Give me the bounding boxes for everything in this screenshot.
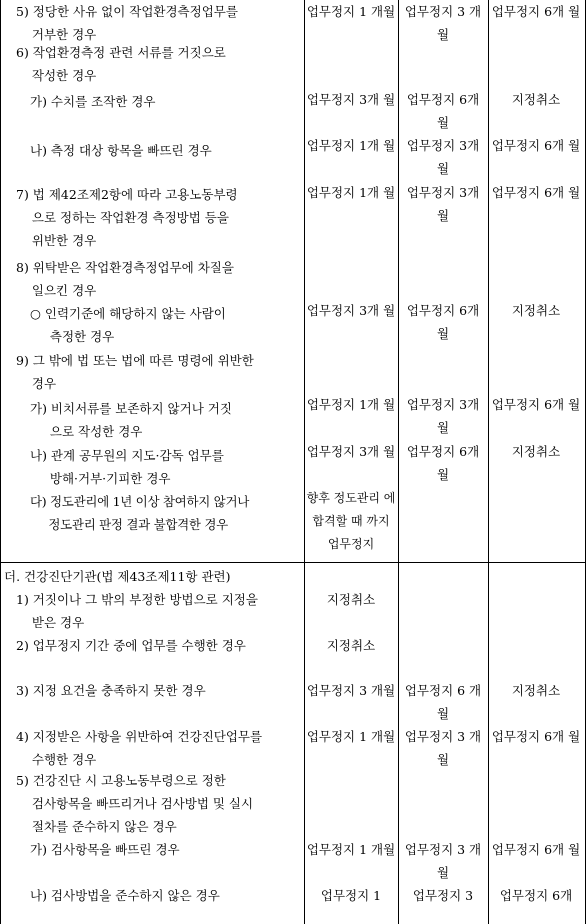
violation-9: 9) 그 밖에 법 또는 법에 따른 명령에 위반한 경우: [16, 353, 254, 391]
penalty-second-5: 업무정지 3 개월: [404, 4, 482, 42]
violation-6b: 나) 측정 대상 항목을 빠뜨린 경우: [30, 143, 212, 158]
penalty-third-9b: 지정취소: [511, 444, 561, 459]
health-penalty-first-2: 지정취소: [326, 638, 376, 653]
penalty-second-6a: 업무정지 6개 월: [406, 92, 480, 130]
health-violation-5b: 나) 검사방법을 준수하지 않은 경우: [30, 888, 220, 903]
penalty-first-6b: 업무정지 1개 월: [306, 138, 396, 153]
penalty-third-5: 업무정지 6개 월: [491, 4, 581, 19]
violation-9a: 가) 비치서류를 보존하지 않거나 거짓 으로 작성한 경우: [30, 401, 232, 439]
penalty-second-9a: 업무정지 3개 월: [406, 397, 480, 435]
health-penalty-second-4: 업무정지 3 개월: [404, 729, 482, 767]
violation-8a: ○ 인력기준에 해당하지 않는 사람이 측정한 경우: [30, 306, 226, 344]
penalty-third-8a: 지정취소: [511, 303, 561, 318]
health-penalty-first-4: 업무정지 1 개월: [306, 729, 396, 744]
health-penalty-second-3: 업무정지 6 개월: [404, 683, 482, 721]
health-violation-5a: 가) 검사항목을 빠뜨린 경우: [30, 842, 180, 857]
penalty-first-9c: 향후 정도관리 에 합격할 때 까지 업무정지: [306, 491, 396, 551]
column-border-1: [304, 0, 305, 924]
health-violation-1: 1) 거짓이나 그 밖의 부정한 방법으로 지정을 받은 경우: [16, 592, 258, 630]
violation-6: 6) 작업환경측정 관련 서류를 거짓으로 작성한 경우: [16, 45, 226, 83]
section-divider: [0, 562, 586, 563]
penalty-second-8a: 업무정지 6개 월: [406, 303, 480, 341]
penalty-third-6b: 업무정지 6개 월: [491, 138, 581, 153]
violation-8: 8) 위탁받은 작업환경측정업무에 차질을 일으킨 경우: [16, 260, 234, 298]
violation-9b: 나) 관계 공무원의 지도·감독 업무를 방해·거부·기피한 경우: [30, 448, 224, 486]
violation-9c: 다) 정도관리에 1년 이상 참여하지 않거나 정도관리 판정 결과 불합격한 경우: [30, 494, 249, 532]
penalty-third-7: 업무정지 6개 월: [491, 185, 581, 200]
penalty-first-9b: 업무정지 3개 월: [306, 444, 396, 459]
violation-6a: 가) 수치를 조작한 경우: [30, 94, 156, 109]
health-penalty-first-1: 지정취소: [326, 592, 376, 607]
health-violation-2: 2) 업무정지 기간 중에 업무를 수행한 경우: [16, 638, 246, 653]
penalty-first-5: 업무정지 1 개월: [306, 4, 396, 19]
health-penalty-third-5b: 업무정지 6개: [499, 888, 573, 903]
penalty-second-9b: 업무정지 6개 월: [406, 444, 480, 482]
penalty-second-6b: 업무정지 3개 월: [406, 138, 480, 176]
health-penalty-third-3: 지정취소: [511, 683, 561, 698]
health-penalty-first-5b: 업무정지 1: [320, 888, 382, 903]
penalty-second-7: 업무정지 3개 월: [406, 185, 480, 223]
penalty-first-9a: 업무정지 1개 월: [306, 397, 396, 412]
violation-7: 7) 법 제42조제2항에 따라 고용노동부령 으로 정하는 작업환경 측정방법 등을 위반한 경우: [16, 187, 238, 248]
health-penalty-third-5a: 업무정지 6개 월: [491, 842, 581, 857]
penalty-third-9a: 업무정지 6개 월: [491, 397, 581, 412]
penalty-first-7: 업무정지 1개 월: [306, 185, 396, 200]
penalty-first-8a: 업무정지 3개 월: [306, 303, 396, 318]
health-violation-4: 4) 지정받은 사항을 위반하여 건강진단업무를 수행한 경우: [16, 729, 263, 767]
health-penalty-second-5b: 업무정지 3: [412, 888, 474, 903]
column-border-2: [398, 0, 399, 924]
health-penalty-third-4: 업무정지 6개 월: [491, 729, 581, 744]
column-border-left: [0, 0, 1, 924]
penalty-third-6a: 지정취소: [511, 92, 561, 107]
section-heading: 더. 건강진단기관(법 제43조제11항 관련): [4, 569, 231, 584]
column-border-3: [488, 0, 489, 924]
health-penalty-first-5a: 업무정지 1 개월: [306, 842, 396, 857]
health-violation-5: 5) 건강진단 시 고용노동부령으로 정한 검사항목을 빠뜨리거나 검사방법 및 실시 절차를 준수하지 않은 경우: [16, 773, 254, 834]
health-penalty-second-5a: 업무정지 3 개월: [404, 842, 482, 880]
health-penalty-first-3: 업무정지 3 개월: [306, 683, 396, 698]
violation-5: 5) 정당한 사유 없이 작업환경측정업무를 거부한 경우: [16, 4, 238, 42]
health-violation-3: 3) 지정 요건을 충족하지 못한 경우: [16, 683, 206, 698]
penalty-first-6a: 업무정지 3개 월: [306, 92, 396, 107]
